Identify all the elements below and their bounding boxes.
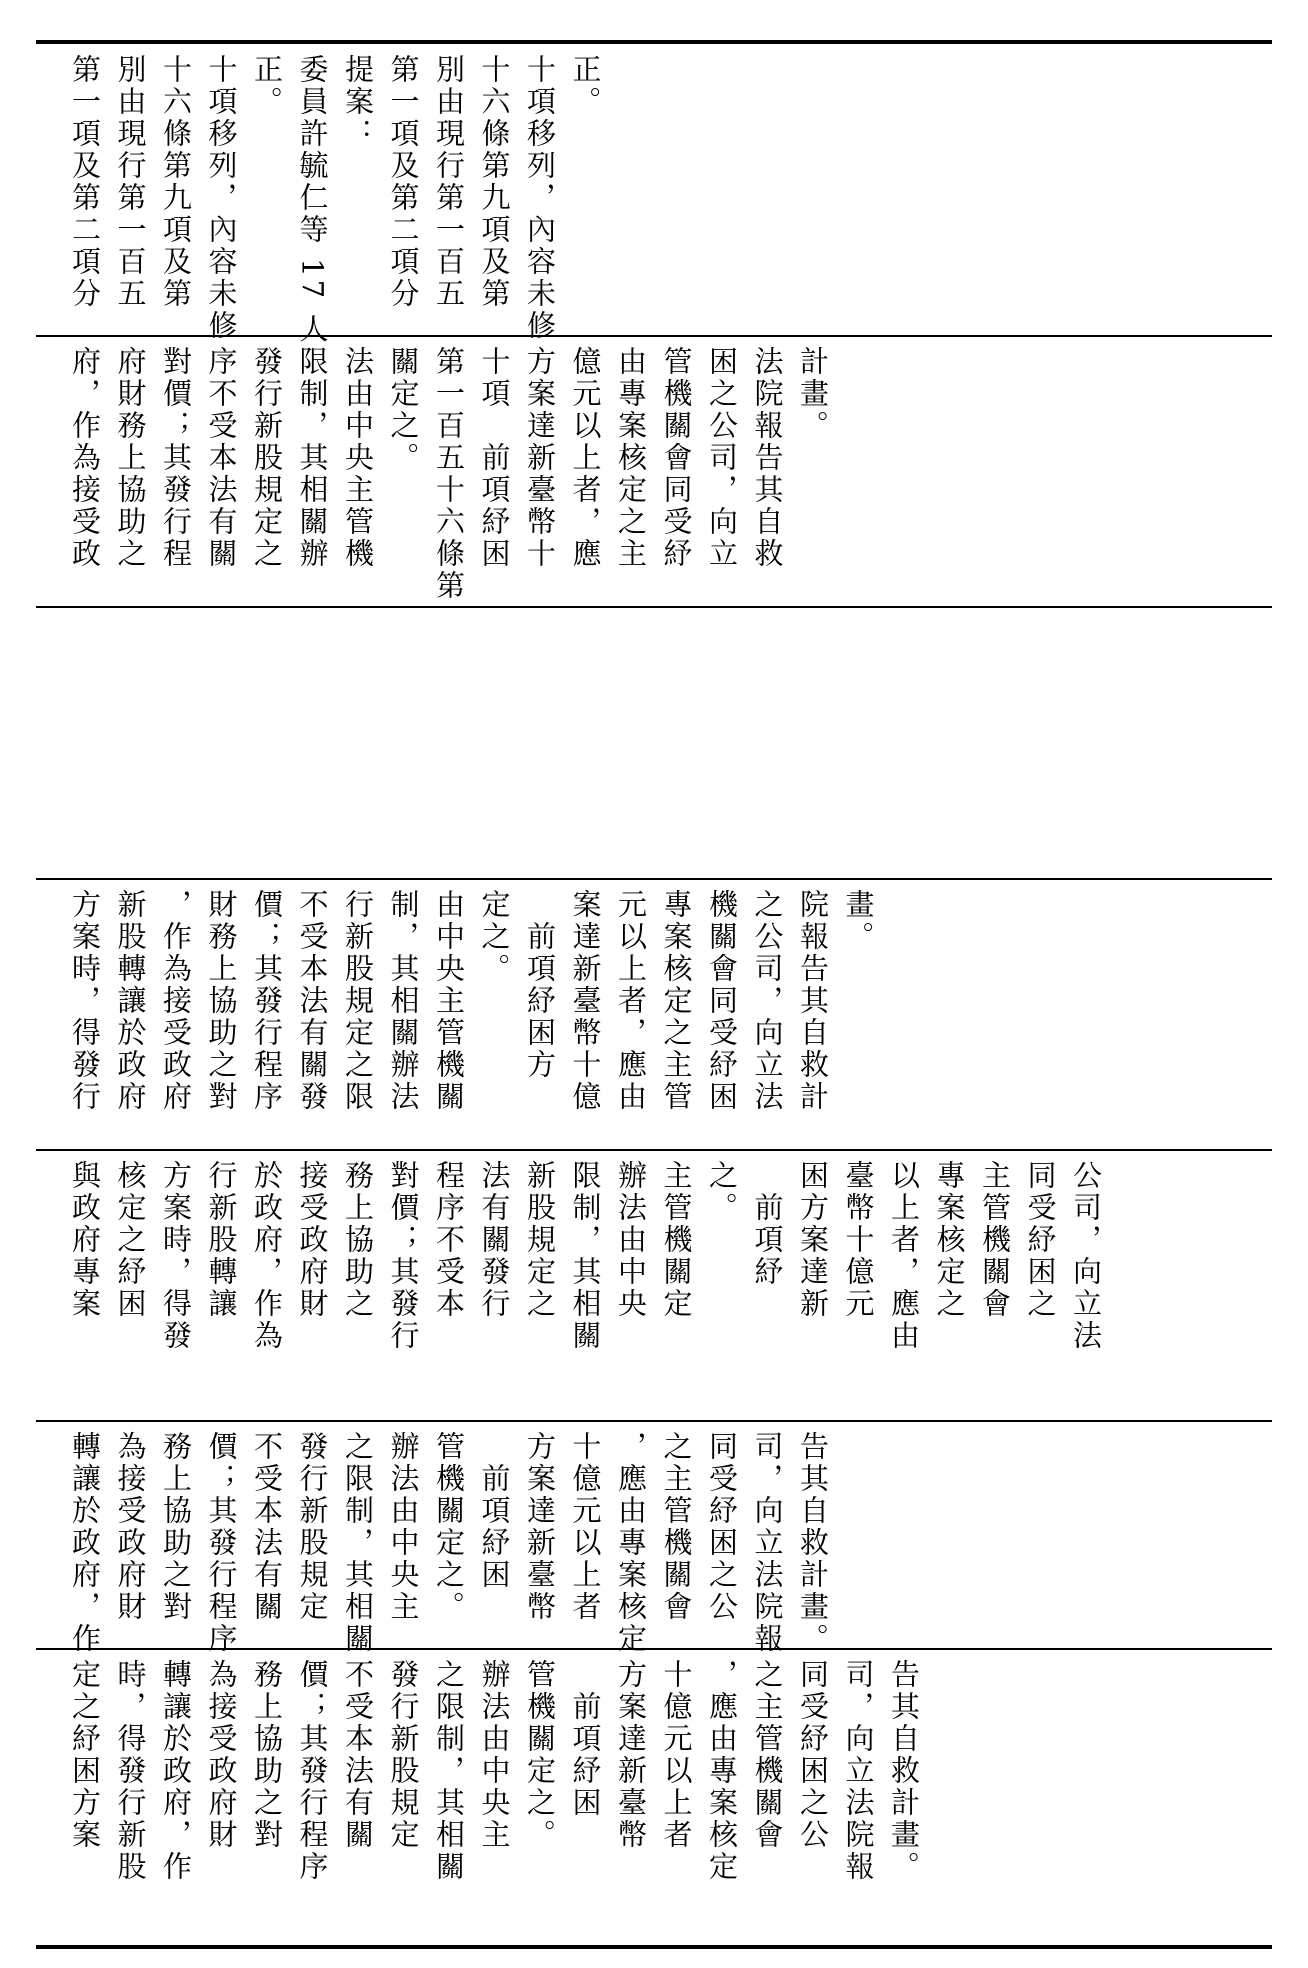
text-column: 務上協助之對 xyxy=(250,1659,284,1851)
text-column: 十六條第九項及第 xyxy=(159,54,193,310)
text-column: 提案： xyxy=(341,54,375,150)
text-column: 管機關定之。 xyxy=(523,1659,557,1851)
text-column: 府財務上協助之 xyxy=(113,346,148,570)
text-column: 十項移列，內容未修 xyxy=(523,54,557,342)
text-column: 由中央主管機關 xyxy=(432,889,466,1113)
text-column: 新股規定之 xyxy=(523,1160,557,1320)
table-row xyxy=(36,1152,1272,1419)
text-column: 法院報告其自救 xyxy=(750,346,785,570)
text-column: 之。 xyxy=(705,1160,739,1224)
text-column: 委員許毓仁等 17 人 xyxy=(295,54,330,346)
text-column: 別由現行第一百五 xyxy=(432,54,466,310)
table-row xyxy=(36,338,1272,605)
text-column: 對價；其發行程 xyxy=(159,346,193,570)
text-column: 十億元以上者 xyxy=(568,1431,603,1623)
text-column: 轉讓於政府，作 xyxy=(159,1659,193,1883)
text-column: 專案核定之 xyxy=(932,1160,967,1320)
text-column: 告其自救計畫。 xyxy=(887,1659,921,1883)
text-column: 不受本法有關發 xyxy=(295,889,330,1113)
text-column: 發行新股規定 xyxy=(295,1431,330,1623)
text-column: 之公司，向立法 xyxy=(750,889,785,1113)
text-column: 核定之紓困 xyxy=(113,1160,148,1320)
text-column: 第一百五十六條第 xyxy=(432,346,466,602)
text-column: 辦法由中央主 xyxy=(477,1659,512,1851)
table-row xyxy=(36,46,1272,346)
text-column: 別由現行第一百五 xyxy=(113,54,148,310)
text-column: 同受紓困之公 xyxy=(705,1431,739,1623)
row-divider xyxy=(36,1420,1272,1422)
text-column: 法由中央主管機 xyxy=(341,346,375,570)
text-column: 計畫。 xyxy=(796,346,830,442)
text-column: 前項紓困方 xyxy=(523,889,557,1081)
text-column: 管機關定之。 xyxy=(432,1431,466,1623)
text-column: 之主管機關會 xyxy=(659,1431,694,1623)
table-row xyxy=(36,881,1272,1148)
text-column: 制，其相關辦法 xyxy=(386,889,421,1113)
bottom-border xyxy=(36,1945,1272,1949)
text-column: 價；其發行程序 xyxy=(204,1431,239,1655)
text-column: 法有關發行 xyxy=(477,1160,512,1320)
text-column: 務上協助之對 xyxy=(159,1431,193,1623)
row-divider xyxy=(36,878,1272,880)
text-column: ，應由專案核定 xyxy=(614,1431,648,1655)
text-column: 定之。 xyxy=(477,889,512,985)
text-column: 案達新臺幣十億 xyxy=(568,889,603,1113)
text-column: 司，向立法院報 xyxy=(841,1659,876,1883)
text-column: 之限制，其相關 xyxy=(432,1659,466,1883)
text-column: 方案達新臺幣 xyxy=(614,1659,648,1851)
text-column: 元以上者，應由 xyxy=(614,889,648,1113)
text-column: 於政府，作為 xyxy=(250,1160,284,1352)
text-column: 程序不受本 xyxy=(432,1160,466,1320)
text-column: 對價；其發行 xyxy=(386,1160,421,1352)
top-border xyxy=(36,40,1272,44)
text-column: 臺幣十億元 xyxy=(841,1160,876,1320)
text-column: 主管機關定 xyxy=(659,1160,694,1320)
text-column: 十六條第九項及第 xyxy=(477,54,512,310)
text-column: 行新股規定之限 xyxy=(341,889,375,1113)
text-column: 公司，向立法 xyxy=(1069,1160,1103,1352)
text-column: 正。 xyxy=(250,54,284,118)
text-column: 第一項及第二項分 xyxy=(386,54,421,310)
text-column: 價；其發行程序 xyxy=(250,889,284,1113)
text-column: 發行新股規定之 xyxy=(250,346,284,570)
text-column: 時，得發行新股 xyxy=(113,1659,148,1883)
text-column: 行新股轉讓 xyxy=(204,1160,239,1320)
text-column: 億元以上者，應 xyxy=(568,346,603,570)
text-column: ，應由專案核定 xyxy=(705,1659,739,1883)
text-column: 告其自救計畫。 xyxy=(796,1431,830,1655)
text-column: 前項紓困 xyxy=(568,1659,603,1819)
text-column: 同受紓困之公 xyxy=(796,1659,830,1851)
text-column: 第一項及第二項分 xyxy=(68,54,102,310)
text-column: 接受政府財 xyxy=(295,1160,330,1320)
text-column: 為接受政府財 xyxy=(113,1431,148,1623)
text-column: 畫。 xyxy=(841,889,876,953)
text-column: 管機關會同受紓 xyxy=(659,346,694,570)
table-row xyxy=(36,1651,1272,1944)
text-column: 轉讓於政府，作 xyxy=(68,1431,102,1655)
text-column: 十億元以上者 xyxy=(659,1659,694,1851)
text-column: 方案時，得發行 xyxy=(68,889,102,1113)
row-divider xyxy=(36,1149,1272,1151)
row-divider xyxy=(36,606,1272,608)
text-column: 司，向立法院報 xyxy=(750,1431,785,1655)
text-column: 序不受本法有關 xyxy=(204,346,239,570)
text-column: 限制，其相關辦 xyxy=(295,346,330,570)
text-column: 十項 前項紓困 xyxy=(477,346,512,570)
text-column: 不受本法有關 xyxy=(250,1431,284,1623)
text-column: 定之紓困方案 xyxy=(68,1659,102,1851)
text-column: 限制，其相關 xyxy=(568,1160,603,1352)
text-column: 以上者，應由 xyxy=(887,1160,921,1352)
text-column: 府，作為接受政 xyxy=(68,346,102,570)
text-column: 同受紓困之 xyxy=(1023,1160,1058,1320)
text-column: 方案達新臺幣 xyxy=(523,1431,557,1623)
text-column: 辦法由中央主 xyxy=(386,1431,421,1623)
text-column: 機關會同受紓困 xyxy=(705,889,739,1113)
text-column: 關定之。 xyxy=(386,346,421,474)
text-column: 不受本法有關 xyxy=(341,1659,375,1851)
text-column: 辦法由中央 xyxy=(614,1160,648,1320)
text-column: 由專案核定之主 xyxy=(614,346,648,570)
text-column: 專案核定之主管 xyxy=(659,889,694,1113)
text-column: 為接受政府財 xyxy=(204,1659,239,1851)
table-row xyxy=(36,1423,1272,1655)
text-column: 新股轉讓於政府 xyxy=(113,889,148,1113)
text-column: 發行新股規定 xyxy=(386,1659,421,1851)
text-column: 價；其發行程序 xyxy=(295,1659,330,1883)
text-column: 困之公司，向立 xyxy=(705,346,739,570)
text-column: 之主管機關會 xyxy=(750,1659,785,1851)
text-column: 財務上協助之對 xyxy=(204,889,239,1113)
text-column: 之限制，其相關 xyxy=(341,1431,375,1655)
text-column: 困方案達新 xyxy=(796,1160,830,1320)
text-column: 院報告其自救計 xyxy=(796,889,830,1113)
text-column: 方案達新臺幣十 xyxy=(523,346,557,570)
blank-row xyxy=(36,609,1272,877)
text-column: 十項移列，內容未修 xyxy=(204,54,239,342)
text-column: 正。 xyxy=(568,54,603,118)
text-column: ，作為接受政府 xyxy=(159,889,193,1113)
text-column: 與政府專案 xyxy=(68,1160,102,1320)
text-column: 前項紓 xyxy=(750,1160,785,1288)
text-column: 前項紓困 xyxy=(477,1431,512,1591)
text-column: 方案時，得發 xyxy=(159,1160,193,1352)
text-column: 主管機關會 xyxy=(978,1160,1012,1320)
text-column: 務上協助之 xyxy=(341,1160,375,1320)
